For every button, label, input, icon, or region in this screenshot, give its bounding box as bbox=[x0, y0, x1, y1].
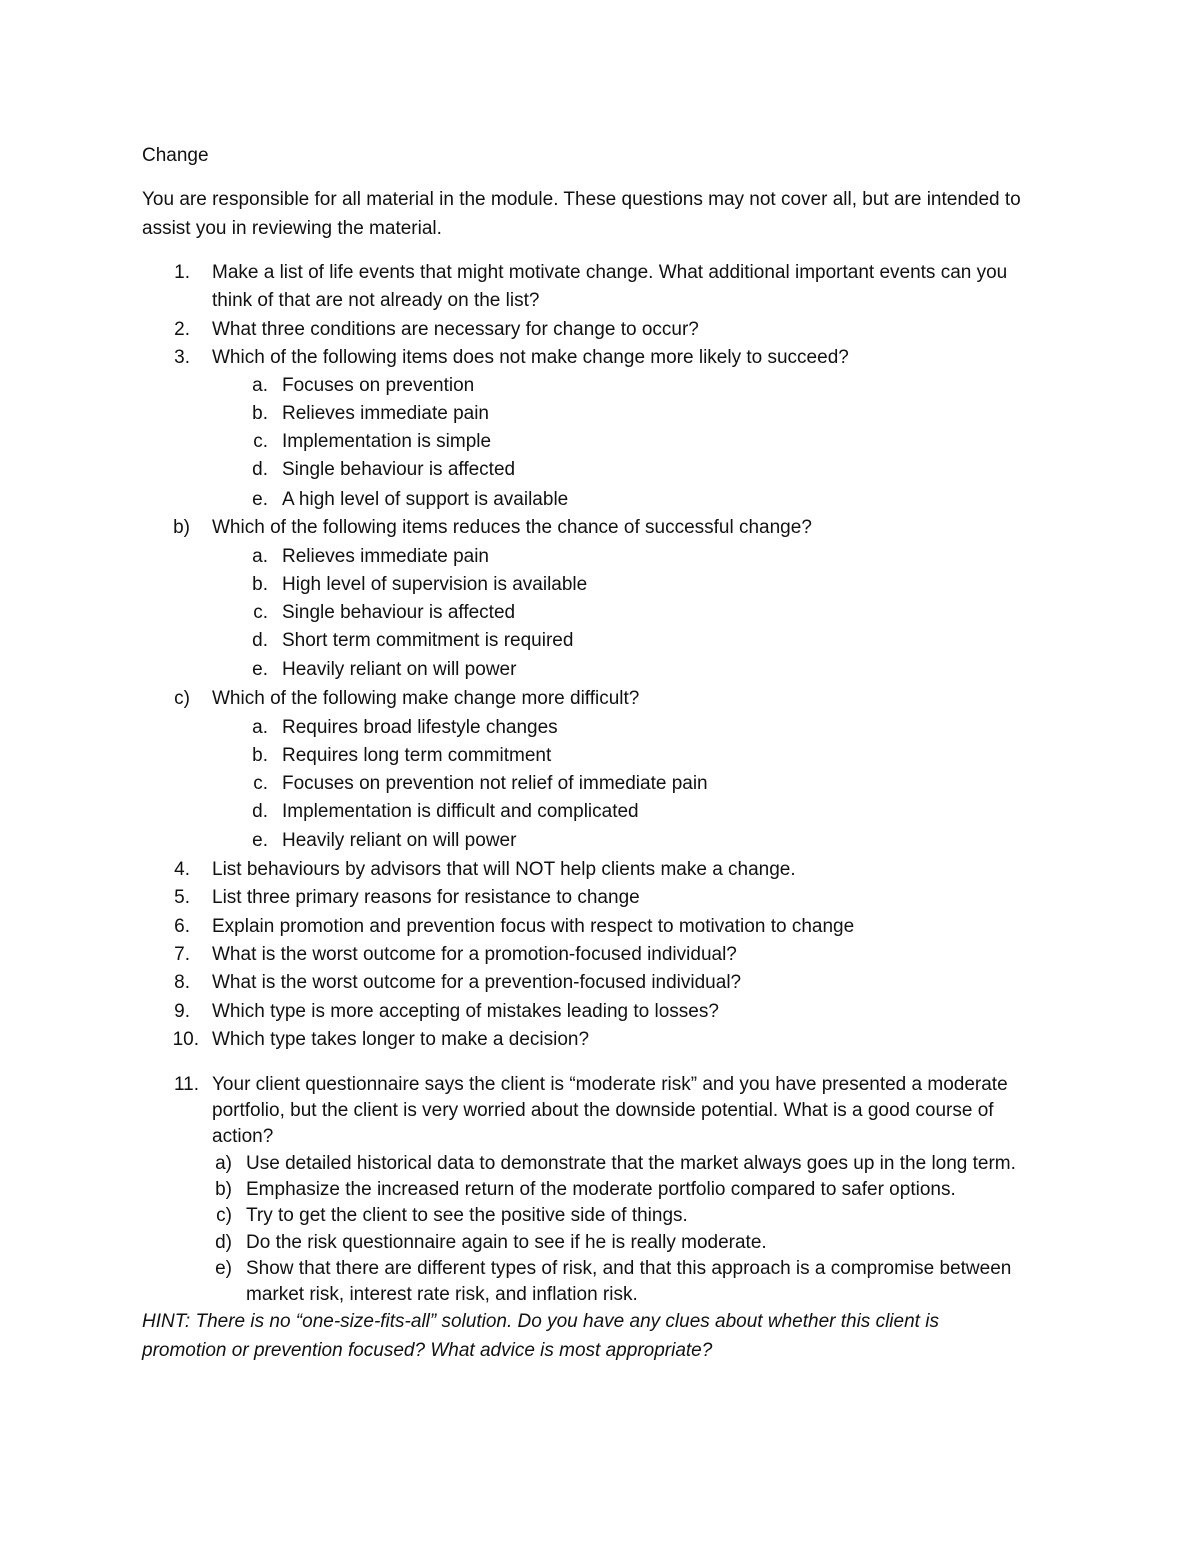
q1-number: 1. bbox=[174, 262, 190, 283]
qb-option-label: e. bbox=[252, 659, 268, 680]
q11-option-label: e) bbox=[215, 1258, 232, 1279]
q3-option-text: Focuses on prevention bbox=[282, 375, 475, 396]
q5-number: 5. bbox=[174, 887, 190, 908]
q8-number: 8. bbox=[174, 972, 190, 993]
q3-option-text: Single behaviour is affected bbox=[282, 459, 516, 480]
q3-option-label: d. bbox=[252, 459, 268, 480]
q3-option-label: a. bbox=[252, 375, 268, 396]
q7-number: 7. bbox=[174, 944, 190, 965]
qc-option-text: Focuses on prevention not relief of immediate pain bbox=[282, 773, 708, 794]
q3-option-label: b. bbox=[252, 403, 268, 424]
q11-option-text: Do the risk questionnaire again to see if he is really moderate. bbox=[246, 1232, 767, 1253]
q2-number: 2. bbox=[174, 319, 190, 340]
q9-number: 9. bbox=[174, 1001, 190, 1022]
q11-number: 11. bbox=[173, 1074, 199, 1095]
q2-text: What three conditions are necessary for change to occur? bbox=[212, 319, 699, 340]
document-title: Change bbox=[142, 145, 209, 166]
q3-option-text: A high level of support is available bbox=[282, 489, 569, 510]
q10-number: 10. bbox=[172, 1029, 199, 1050]
qc-option-text: Requires long term commitment bbox=[282, 745, 552, 766]
qc-number: c) bbox=[174, 688, 190, 709]
q4-number: 4. bbox=[174, 859, 190, 880]
q10-text: Which type takes longer to make a decision? bbox=[212, 1029, 590, 1050]
qc-option-label: a. bbox=[252, 717, 268, 738]
q1-line-2: think of that are not already on the list? bbox=[212, 290, 540, 311]
hint-line-2: promotion or prevention focused? What advice is most appropriate? bbox=[142, 1340, 713, 1361]
qb-option-label: b. bbox=[252, 574, 268, 595]
q11-option-label: c) bbox=[216, 1205, 232, 1226]
qc-text: Which of the following make change more difficult? bbox=[212, 688, 640, 709]
q11-line-2: portfolio, but the client is very worried about the downside potential. What is a good course of bbox=[212, 1100, 994, 1121]
qc-option-text: Implementation is difficult and complicated bbox=[282, 801, 639, 822]
qb-option-label: c. bbox=[253, 602, 268, 623]
qc-option-text: Heavily reliant on will power bbox=[282, 830, 517, 851]
q3-option-label: e. bbox=[252, 489, 268, 510]
q11-option-text-continued: market risk, interest rate risk, and inflation risk. bbox=[246, 1284, 638, 1305]
q3-option-text: Relieves immediate pain bbox=[282, 403, 489, 424]
qb-option-text: Single behaviour is affected bbox=[282, 602, 516, 623]
q3-option-label: c. bbox=[253, 431, 268, 452]
qb-option-label: d. bbox=[252, 630, 268, 651]
qb-text: Which of the following items reduces the chance of successful change? bbox=[212, 517, 812, 538]
qc-option-label: e. bbox=[252, 830, 268, 851]
q11-option-text: Show that there are different types of risk, and that this approach is a compromise between bbox=[246, 1258, 1012, 1279]
hint-line-1: HINT: There is no “one-size-fits-all” solution. Do you have any clues about whether this client is bbox=[142, 1311, 939, 1332]
q6-number: 6. bbox=[174, 916, 190, 937]
qb-option-text: Relieves immediate pain bbox=[282, 546, 489, 567]
q11-option-text: Try to get the client to see the positive side of things. bbox=[246, 1205, 688, 1226]
qc-option-label: c. bbox=[253, 773, 268, 794]
intro-line-1: You are responsible for all material in the module. These questions may not cover all, but are intended to bbox=[142, 189, 1021, 210]
intro-line-2: assist you in reviewing the material. bbox=[142, 218, 442, 239]
q4-text: List behaviours by advisors that will NOT help clients make a change. bbox=[212, 859, 796, 880]
qc-option-text: Requires broad lifestyle changes bbox=[282, 717, 558, 738]
qc-option-label: b. bbox=[252, 745, 268, 766]
qb-option-text: Short term commitment is required bbox=[282, 630, 574, 651]
q11-option-text: Emphasize the increased return of the moderate portfolio compared to safer options. bbox=[246, 1179, 956, 1200]
q6-text: Explain promotion and prevention focus with respect to motivation to change bbox=[212, 916, 855, 937]
qb-number: b) bbox=[173, 517, 190, 538]
q1-line-1: Make a list of life events that might motivate change. What additional important events can you bbox=[212, 262, 1008, 283]
q3-number: 3. bbox=[174, 347, 190, 368]
q9-text: Which type is more accepting of mistakes leading to losses? bbox=[212, 1001, 719, 1022]
q11-line-1: Your client questionnaire says the client is “moderate risk” and you have presented a moderate bbox=[212, 1074, 1008, 1095]
q11-option-text: Use detailed historical data to demonstrate that the market always goes up in the long term. bbox=[246, 1153, 1016, 1174]
q7-text: What is the worst outcome for a promotion-focused individual? bbox=[212, 944, 737, 965]
q11-option-label: d) bbox=[215, 1232, 232, 1253]
q3-text: Which of the following items does not make change more likely to succeed? bbox=[212, 347, 849, 368]
q11-option-label: a) bbox=[215, 1153, 232, 1174]
qb-option-text: High level of supervision is available bbox=[282, 574, 588, 595]
q8-text: What is the worst outcome for a prevention-focused individual? bbox=[212, 972, 742, 993]
q3-option-text: Implementation is simple bbox=[282, 431, 492, 452]
qc-option-label: d. bbox=[252, 801, 268, 822]
qb-option-label: a. bbox=[252, 546, 268, 567]
qb-option-text: Heavily reliant on will power bbox=[282, 659, 517, 680]
q11-line-3: action? bbox=[212, 1126, 274, 1147]
q11-option-label: b) bbox=[215, 1179, 232, 1200]
q5-text: List three primary reasons for resistance to change bbox=[212, 887, 640, 908]
